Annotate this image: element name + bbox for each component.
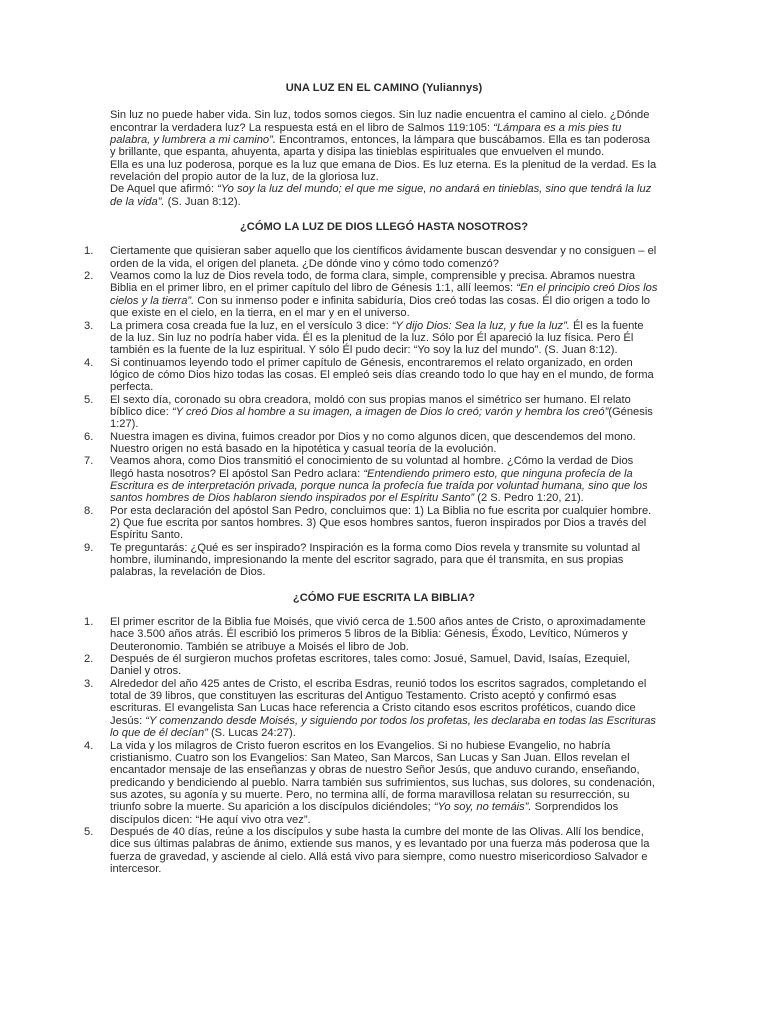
section-heading: ¿CÓMO LA LUZ DE DIOS LLEGÓ HASTA NOSOTROS? xyxy=(240,221,528,234)
list-item-number: 1. xyxy=(84,245,94,258)
list-item-number: 3. xyxy=(84,677,94,690)
list-item xyxy=(84,653,658,678)
list-item-text: Ciertamente que quisieran saber aquello que los científicos ávidamente buscan desvendar y no consiguen – el orden de la vida, el origen del planeta. ¿De dónde vino y cómo todo comenzó? xyxy=(110,245,657,270)
intro-text: Encontramos, entonces, la lámpara que buscábamos. Ella es tan poderosa y brillante, que espanta, ahuyenta, aparta y disipa las tinieblas espirituales que envuelven el mundo. xyxy=(110,134,650,159)
list-item-text: Con su inmenso poder e infinita sabiduría, Dios creó todas las cosas. Él dio origen a todo lo que existe en el cielo, en la tierra, en el mar y en el universo. xyxy=(110,294,650,320)
list-item-quote: “Y comenzando desde Moisés, y siguiendo por todos los profetas, les declaraba en todas las Escrituras lo que de él decían” xyxy=(110,714,656,740)
intro xyxy=(110,109,658,208)
list-item-text: Veamos como la luz de Dios revela todo, de forma clara, simple, comprensible y precisa. Abramos nuestra Biblia en el primer libro, en el primer capítulo del libro de Génesis 1:1, allí leemos: xyxy=(110,270,636,295)
list-item xyxy=(84,825,658,875)
list-item-text: El sexto día, coronado su obra creadora, moldó con sus propias manos el simétrico ser humano. El relato bíblico dice: xyxy=(110,393,631,418)
list-item-text: Te preguntarás: ¿Qué es ser inspirado? Inspiración es la forma como Dios revela y transmite su voluntad al hombre, iluminando, impresionando la mente del escritor sagrado, para que él transmita, en sus propias palabras, la revelación de Dios. xyxy=(110,541,641,579)
list-item-number: 5. xyxy=(84,393,94,406)
list-item-number: 5. xyxy=(84,825,94,838)
list-item-text: Veamos ahora, como Dios transmitió el conocimiento de su voluntad al hombre. ¿Cómo la verdad de Dios llegó hasta nosotros? El apóstol San Pedro aclara: xyxy=(110,455,634,480)
list-item-number: 9. xyxy=(84,541,94,554)
list-item-number: 8. xyxy=(84,504,94,517)
intro-text: (S. Juan 8:12). xyxy=(164,195,241,208)
list-item-quote: “Entendiendo primero esto, que ninguna profecía de la Escritura es de interpretación privada, porque nunca la profecía fue traída por voluntad humana, sino que los santos hombres de Dios hablaron siendo inspirados por el Espíritu Santo” xyxy=(110,467,648,505)
list-item-text: Él es la fuente de la luz. Sin luz no podría haber vida. Él es la plenitud de la luz. Sólo por Él apareció la luz física. Pero Él también es la fuente de la luz espiritual. Y sólo Él pudo decir: “Yo soy la luz del mundo”. (S. Juan 8:12). xyxy=(110,319,644,357)
list-item-quote: “Y dijo Dios: Sea la luz, y fue la luz”. xyxy=(391,319,570,332)
list-item xyxy=(84,616,658,653)
list-item-text: Nuestra imagen es divina, fuimos creador por Dios y no como algunos dicen, que descendemos del mono. Nuestro origen no está basado en la hipotética y casual teoría de la evolución. xyxy=(110,430,636,455)
list-item-number: 2. xyxy=(84,653,94,666)
list-item-text: Después de él surgieron muchos profetas escritores, tales como: Josué, Samuel, David, Isaías, Ezequiel, Daniel y otros. xyxy=(110,653,631,678)
list-item-quote: “Y creó Dios al hombre a su imagen, a imagen de Dios lo creó; varón y hembra los creó” xyxy=(171,405,609,418)
list-item-text: (2 S. Pedro 1:20, 21). xyxy=(474,492,584,505)
list-item xyxy=(84,270,658,320)
numbered-list xyxy=(84,616,658,875)
list-item xyxy=(84,430,658,456)
document-title: UNA LUZ EN EL CAMINO (Yuliannys) xyxy=(285,82,483,94)
list-item-number: 6. xyxy=(84,430,94,443)
list-item xyxy=(84,245,658,270)
list-item-text: Después de 40 días, reúne a los discípulos y sube hasta la cumbre del monte de las Olivas. Allí los bendice, dice sus últimas palabras de ánimo, extiende sus manos, y es levantado por una fuerza más poderosa que la fuerza de gravedad, y asciende al cielo. Allá está vivo para siempre, como nuestro misericordioso Salvador e intercesor. xyxy=(110,825,650,875)
numbered-list xyxy=(84,245,658,579)
list-item-quote: “En el principio creó Dios los cielos y la tierra”. xyxy=(110,282,658,307)
list-item-text: (Génesis 1:27). xyxy=(110,405,653,431)
list-item-quote: “Yo soy, no temáis”. xyxy=(433,801,532,814)
list-item-text: Sorprendidos los discípulos dicen: “He aquí vivo otra vez”. xyxy=(110,801,619,826)
list-item xyxy=(84,319,658,357)
list-item-text: La vida y los milagros de Cristo fueron escritos en los Evangelios. Si no hubiese Evangelio, no habría cristianismo. Cuatro son los Evangelios: San Mateo, San Marcos, San Lucas y San Juan. Ellos revelan el encantador mensaje de las enseñanzas y obras de nuestro Señor Jesús, que anduvo curando, enseñando, predicando y bendiciendo al pueblo. Narra también sus sufrimientos, sus luchas, sus dolores, su condenación, sus azotes, su agonía y su muerte. Pero, no termina allí, de forma maravillosa relatan su resurrección, su triunfo sobre la muerte. Su aparición a los discípulos diciéndoles; xyxy=(110,739,655,814)
list-item xyxy=(84,677,658,740)
list-item-number: 1. xyxy=(84,616,94,629)
list-item-text: La primera cosa creada fue la luz, en el versículo 3 dice: xyxy=(110,319,392,332)
list-item-text: El primer escritor de la Biblia fue Moisés, que vivió cerca de 1.500 años antes de Cristo, o aproximadamente hace 3.500 años atrás. Él escribió los primeros 5 libros de la Biblia: Génesis, Éxodo, Levítico, Números y Deuteronomio. También se atribuye a Moisés el libro de Job. xyxy=(110,616,646,653)
intro-text: Sin luz no puede haber vida. Sin luz, todos somos ciegos. Sin luz nadie encuentra el camino al cielo. ¿Dónde encontrar la verdadera luz? La respuesta está en el libro de Salmos 119:105: xyxy=(110,109,650,134)
list-item xyxy=(84,504,658,542)
intro-quote: “Lámpara es a mis pies tu palabra, y lumbrera a mi camino”. xyxy=(110,121,622,147)
list-item-text: (S. Lucas 24:27). xyxy=(207,727,296,740)
intro-quote: “Yo soy la luz del mundo; el que me sigue, no andará en tinieblas, sino que tendrá la luz de la vida”. xyxy=(110,183,652,208)
intro-text: De Aquel que afirmó: xyxy=(110,183,218,196)
list-item xyxy=(84,393,658,431)
list-item-number: 2. xyxy=(84,270,94,283)
section-heading: ¿CÓMO FUE ESCRITA LA BIBLIA? xyxy=(292,591,476,604)
list-item-text: Si continuamos leyendo todo el primer capítulo de Génesis, encontraremos el relato organizado, en orden lógico de cómo Dios hizo todas las cosas. El empleó seis días creando todo lo que hay en el mundo, de forma perfecta. xyxy=(110,356,654,394)
list-item-number: 4. xyxy=(84,739,94,752)
list-item-number: 7. xyxy=(84,455,94,468)
list-item-number: 4. xyxy=(84,356,94,369)
intro-paragraph xyxy=(110,109,658,158)
intro-paragraph xyxy=(110,183,658,208)
list-item xyxy=(84,455,658,505)
list-item-number: 3. xyxy=(84,319,94,332)
list-item xyxy=(84,739,658,826)
list-item xyxy=(84,356,658,394)
list-item xyxy=(84,541,658,579)
list-item-text: Por esta declaración del apóstol San Pedro, concluimos que: 1) La Biblia no fue escrita por cualquier hombre. 2) Que fue escrita por santos hombres. 3) Que esos hombres santos, fueron inspirados por Dios a través del Espíritu Santo. xyxy=(110,504,652,542)
intro-paragraph: Ella es una luz poderosa, porque es la luz que emana de Dios. Es luz eterna. Es la plenitud de la verdad. Es la revelación del propio autor de la luz, de la gloriosa luz. xyxy=(110,158,657,184)
list-item-text: Alrededor del año 425 antes de Cristo, el escriba Esdras, reunió todos los escritos sagrados, completando el total de 39 libros, que constituyen las escrituras del Antiguo Testamento. Cristo aceptó y confirmó esas escrituras. El evangelista San Lucas hace referencia a Cristo citando esos escritos proféticos, cuando dice Jesús: xyxy=(110,677,647,727)
